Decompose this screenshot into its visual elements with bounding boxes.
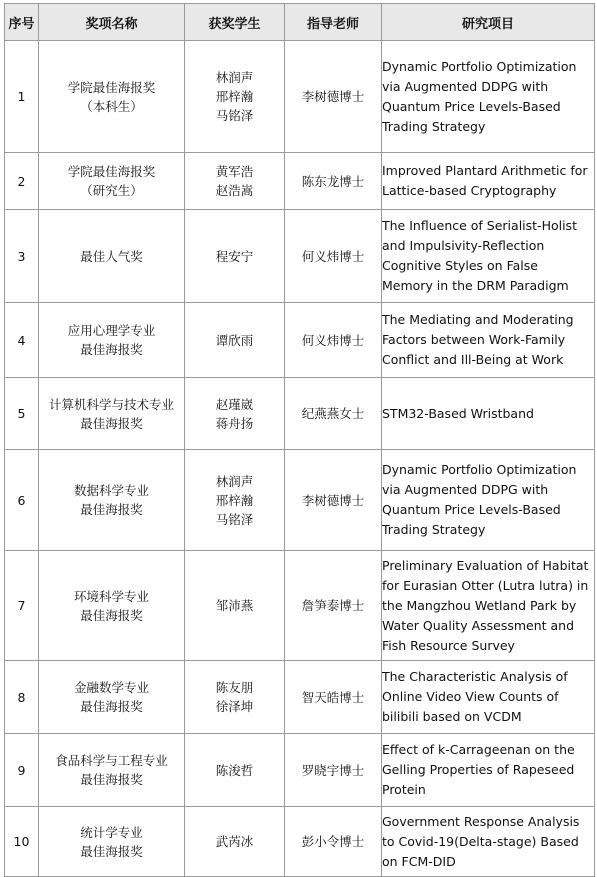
award-name-line: 最佳人气奖: [80, 248, 143, 264]
award-name-line: （本科生）: [80, 98, 143, 114]
award-name-line: 应用心理学专业: [67, 323, 156, 338]
project-title-line: to Covid-19(Delta-stage) Based: [382, 833, 579, 849]
row-number: 3: [5, 210, 39, 303]
award-name-cell: [39, 551, 185, 661]
project-title-line: Protein: [382, 782, 426, 797]
students-cell: [185, 734, 285, 807]
project-title-line: Government Response Analysis: [382, 813, 580, 829]
project-title-cell: [382, 210, 595, 303]
header-row: [5, 4, 595, 41]
student-name: 邢梓瀚: [215, 492, 254, 508]
row-number: 7: [5, 551, 39, 661]
table-row: [5, 210, 595, 303]
advisor-name: 彭小令博士: [285, 807, 382, 877]
project-title-line: Quantum Price Levels-Based: [382, 502, 561, 517]
award-name-line: 最佳海报奖: [80, 607, 143, 623]
student-name: 赵浩嵩: [215, 183, 254, 198]
row-number: 2: [5, 153, 39, 210]
advisor-name: 何义炜博士: [285, 303, 382, 378]
advisor-name: 詹笋泰博士: [285, 551, 382, 661]
students-cell: [185, 551, 285, 661]
row-number: 8: [5, 661, 39, 734]
row-number: 6: [5, 450, 39, 551]
project-title-line: Dynamic Portfolio Optimization: [382, 58, 577, 74]
students-cell: [185, 303, 285, 378]
table-row: [5, 551, 595, 661]
student-name: 谭欣雨: [215, 332, 254, 348]
header-number: 序号: [5, 4, 39, 41]
student-name: 陈友朋: [215, 680, 254, 695]
project-title-line: Gelling Properties of Rapeseed: [382, 762, 575, 777]
project-title-line: via Augmented DDPG with: [382, 78, 549, 94]
row-number: 9: [5, 734, 39, 807]
advisor-name: 陈东龙博士: [285, 153, 382, 210]
awards-table: [4, 3, 595, 877]
project-title-cell: [382, 661, 595, 734]
award-name-line: 环境科学专业: [73, 588, 149, 604]
header-students: 获奖学生: [185, 4, 285, 41]
project-title-line: Online Video View Counts of: [382, 689, 559, 704]
award-name-cell: [39, 210, 185, 303]
table-row: [5, 303, 595, 378]
advisor-name: 智天皓博士: [285, 661, 382, 734]
header-advisor: 指导老师: [285, 4, 382, 41]
row-number: 10: [5, 807, 39, 877]
project-title-line: Lattice-based Cryptography: [382, 183, 557, 198]
award-name-cell: [39, 734, 185, 807]
project-title-line: Trading Strategy: [382, 522, 486, 537]
award-name-line: 最佳海报奖: [80, 502, 143, 517]
student-name: 蒋舟扬: [215, 415, 254, 431]
project-title-line: The Characteristic Analysis of: [382, 669, 568, 684]
project-title-cell: [382, 303, 595, 378]
table-row: [5, 661, 595, 734]
project-title-line: Factors between Work-Family: [382, 332, 566, 347]
students-cell: [185, 210, 285, 303]
project-title-line: via Augmented DDPG with: [382, 482, 549, 497]
student-name: 林润声: [215, 473, 254, 489]
table-body: [5, 41, 595, 877]
project-title-cell: [382, 153, 595, 210]
award-name-line: 最佳海报奖: [80, 699, 143, 714]
award-name-line: 最佳海报奖: [80, 772, 143, 787]
header-award-name: 奖项名称: [39, 4, 185, 41]
project-title-line: Trading Strategy: [382, 118, 486, 134]
project-title-line: The Mediating and Moderating: [382, 312, 574, 327]
project-title-cell: [382, 734, 595, 807]
student-name: 邹沛燕: [215, 598, 254, 613]
student-name: 林润声: [215, 70, 254, 85]
award-name-line: 数据科学专业: [73, 483, 149, 498]
project-title-cell: [382, 807, 595, 877]
project-title-line: Cognitive Styles on False: [382, 258, 538, 273]
table-row: [5, 41, 595, 153]
award-name-line: 学院最佳海报奖: [67, 164, 156, 179]
award-name-cell: [39, 450, 185, 551]
student-name: 邢梓瀚: [215, 89, 254, 104]
award-name-line: （研究生）: [80, 183, 143, 198]
table-row: [5, 378, 595, 450]
project-title-line: Dynamic Portfolio Optimization: [382, 462, 577, 477]
award-name-line: 食品科学与工程专业: [55, 753, 168, 768]
project-title-line: for Eurasian Otter (Lutra lutra) in: [382, 577, 589, 593]
students-cell: [185, 450, 285, 551]
student-name: 赵瑾崴: [215, 396, 254, 412]
project-title-line: Fish Resource Survey: [382, 637, 515, 653]
award-name-line: 最佳海报奖: [80, 843, 143, 859]
table-row: [5, 450, 595, 551]
student-name: 徐泽坤: [215, 699, 254, 714]
award-name-cell: [39, 303, 185, 378]
project-title-line: on FCM-DID: [382, 853, 456, 869]
student-name: 陈浚哲: [215, 762, 254, 778]
award-name-line: 计算机科学与技术专业: [48, 396, 174, 412]
project-title-line: Water Quality Assessment and: [382, 617, 575, 633]
students-cell: [185, 661, 285, 734]
project-title-line: Effect of k-Carrageenan on the: [382, 742, 575, 757]
project-title-cell: [382, 450, 595, 551]
table-row: [5, 807, 595, 877]
student-name: 马铭泽: [215, 108, 254, 123]
award-name-line: 最佳海报奖: [80, 415, 143, 431]
advisor-name: 何义炜博士: [285, 210, 382, 303]
award-name-line: 最佳海报奖: [80, 342, 143, 357]
project-title-line: Improved Plantard Arithmetic for: [382, 163, 588, 178]
table-row: [5, 734, 595, 807]
table-row: [5, 153, 595, 210]
advisor-name: 李树德博士: [285, 41, 382, 153]
project-title-line: STM32-Based Wristband: [382, 405, 534, 421]
student-name: 马铭泽: [215, 511, 254, 527]
award-name-line: 金融数学专业: [73, 680, 149, 695]
row-number: 5: [5, 378, 39, 450]
award-name-cell: [39, 153, 185, 210]
project-title-cell: [382, 41, 595, 153]
project-title-line: and Impulsivity-Reflection: [382, 238, 545, 253]
students-cell: [185, 807, 285, 877]
header-project: 研究项目: [382, 4, 595, 41]
students-cell: [185, 153, 285, 210]
advisor-name: 纪燕燕女士: [285, 378, 382, 450]
table-header: [5, 4, 595, 41]
student-name: 黄军浩: [215, 164, 254, 179]
student-name: 武芮冰: [215, 834, 254, 849]
award-name-cell: [39, 378, 185, 450]
project-title-line: Quantum Price Levels-Based: [382, 98, 561, 114]
project-title-line: Preliminary Evaluation of Habitat: [382, 557, 589, 573]
award-name-line: 学院最佳海报奖: [67, 79, 156, 95]
project-title-line: bilibili based on VCDM: [382, 709, 522, 724]
award-name-line: 统计学专业: [80, 824, 143, 840]
advisor-name: 罗晓宇博士: [285, 734, 382, 807]
award-name-cell: [39, 661, 185, 734]
project-title-line: Conflict and Ill-Being at Work: [382, 352, 564, 367]
row-number: 1: [5, 41, 39, 153]
project-title-cell: [382, 551, 595, 661]
project-title-line: the Mangzhou Wetland Park by: [382, 597, 577, 613]
row-number: 4: [5, 303, 39, 378]
award-name-cell: [39, 41, 185, 153]
project-title-line: The Influence of Serialist-Holist: [382, 218, 577, 233]
project-title-cell: [382, 378, 595, 450]
project-title-line: Memory in the DRM Paradigm: [382, 278, 569, 293]
advisor-name: 李树德博士: [285, 450, 382, 551]
student-name: 程安宁: [215, 248, 254, 264]
students-cell: [185, 378, 285, 450]
award-name-cell: [39, 807, 185, 877]
students-cell: [185, 41, 285, 153]
